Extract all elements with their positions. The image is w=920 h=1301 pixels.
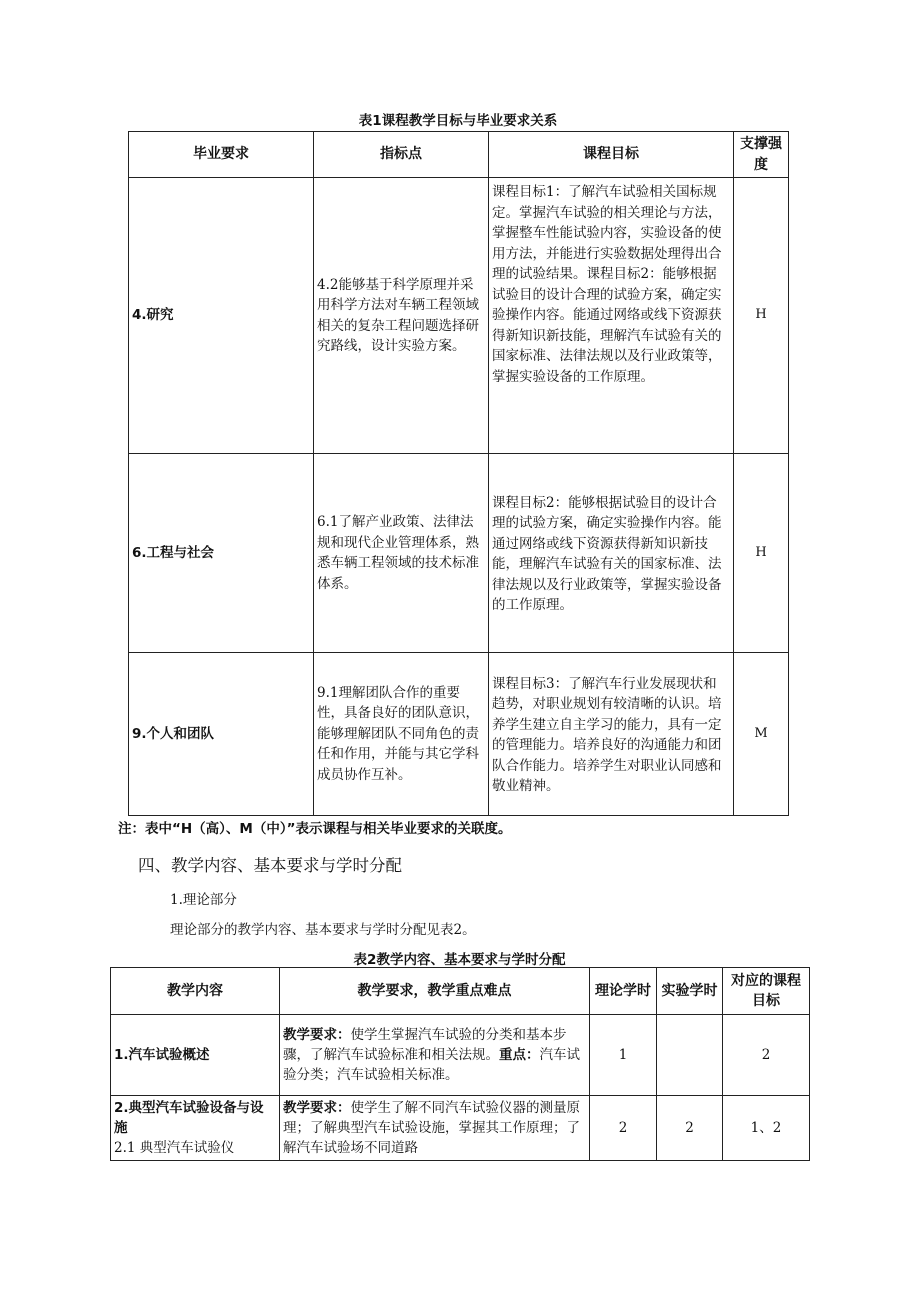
lab-hours-cell: 2 — [657, 1096, 723, 1161]
key-point-text: 汽车试验分类；汽车试验相关标准。 — [283, 1047, 580, 1083]
header-theory-hours: 理论学时 — [590, 968, 657, 1015]
header-indicator: 指标点 — [314, 132, 489, 178]
indicator-cell: 6.1了解产业政策、法律法规和现代企业管理体系，熟悉车辆工程领域的技术标准体系。 — [314, 454, 489, 653]
requirement-cell: 9.个人和团队 — [129, 653, 314, 816]
header-requirement: 教学要求，教学重点难点 — [280, 968, 590, 1015]
goal-cell: 课程目标2：能够根据试验目的设计合理的试验方案，确定实验操作内容。能通过网络或线下资源获得新知识新技能，理解汽车试验有关的国家标准、法律法规以及行业政策等，掌握实验设备的工作原理。 — [489, 454, 734, 653]
course-goal-table — [128, 131, 789, 816]
strength-cell: H — [734, 178, 789, 454]
requirement-label: 教学要求： — [283, 1027, 351, 1043]
goal-cell: 课程目标1：了解汽车试验相关国标规定。掌握汽车试验的相关理论与方法，掌握整车性能试验内容，实验设备的使用方法，并能进行实验数据处理得出合理的试验结果。课程目标2：能够根据试验目的设计合理的试验方案，确定实验操作内容。能通过网络或线下资源获得新知识新技能，理解汽车试验有关的国家标准、法律法规以及行业政策等，掌握实验设备的工作原理。 — [489, 178, 734, 454]
indicator-cell: 9.1理解团队合作的重要性，具备良好的团队意识，能够理解团队不同角色的责任和作用，并能与其它学科成员协作互补。 — [314, 653, 489, 816]
teaching-content-table — [110, 967, 810, 1161]
course-goal-cell: 1、2 — [723, 1096, 810, 1161]
table-row — [129, 178, 789, 454]
table-header-row — [129, 132, 789, 178]
table-header-row — [111, 968, 810, 1015]
strength-cell: M — [734, 653, 789, 816]
section-paragraph: 理论部分的教学内容、基本要求与学时分配见表2。 — [170, 922, 476, 938]
theory-hours-cell: 2 — [590, 1096, 657, 1161]
indicator-cell: 4.2能够基于科学原理并采用科学方法对车辆工程领域相关的复杂工程问题选择研究路线，设计实验方案。 — [314, 178, 489, 454]
table-note: 注：表中“H（高）、M（中）”表示课程与相关毕业要求的关联度。 — [118, 821, 512, 837]
table-row — [129, 653, 789, 816]
requirement-text: 使学生掌握汽车试验的分类和基本步骤，了解汽车试验标准和相关法规。 — [283, 1027, 567, 1063]
key-point-label: 重点： — [499, 1047, 540, 1063]
content-cell — [111, 1096, 280, 1161]
theory-hours-cell: 1 — [590, 1015, 657, 1096]
table1-caption: 表1课程教学目标与毕业要求关系 — [358, 113, 558, 129]
header-lab-hours: 实验学时 — [657, 968, 723, 1015]
section-heading: 四、教学内容、基本要求与学时分配 — [138, 856, 402, 875]
header-requirement: 毕业要求 — [129, 132, 314, 178]
table-row — [111, 1096, 810, 1161]
requirement-cell — [280, 1015, 590, 1096]
lab-hours-cell — [657, 1015, 723, 1096]
content-subitem: 2.1 典型汽车试验仪 — [114, 1140, 235, 1156]
goal-cell: 课程目标3：了解汽车行业发展现状和趋势，对职业规划有较清晰的认识。培养学生建立自主学习的能力，具有一定的管理能力。培养良好的沟通能力和团队合作能力。培养学生对职业认同感和敬业精神。 — [489, 653, 734, 816]
course-goal-cell: 2 — [723, 1015, 810, 1096]
table-row — [129, 454, 789, 653]
content-cell: 1.汽车试验概述 — [111, 1015, 280, 1096]
requirement-text: 使学生了解不同汽车试验仪器的测量原理；了解典型汽车试验设施，掌握其工作原理；了解汽车试验场不同道路 — [283, 1100, 580, 1156]
requirement-cell — [280, 1096, 590, 1161]
header-goal: 课程目标 — [489, 132, 734, 178]
table-row — [111, 1015, 810, 1096]
header-strength: 支撑强度 — [734, 132, 789, 178]
requirement-cell: 4.研究 — [129, 178, 314, 454]
content-title: 2.典型汽车试验设备与设施 — [114, 1100, 264, 1136]
header-content: 教学内容 — [111, 968, 280, 1015]
table2-caption: 表2教学内容、基本要求与学时分配 — [353, 952, 566, 968]
strength-cell: H — [734, 454, 789, 653]
requirement-label: 教学要求： — [283, 1100, 351, 1116]
header-course-goal: 对应的课程目标 — [723, 968, 810, 1015]
subsection-title: 1.理论部分 — [170, 892, 237, 908]
requirement-cell: 6.工程与社会 — [129, 454, 314, 653]
